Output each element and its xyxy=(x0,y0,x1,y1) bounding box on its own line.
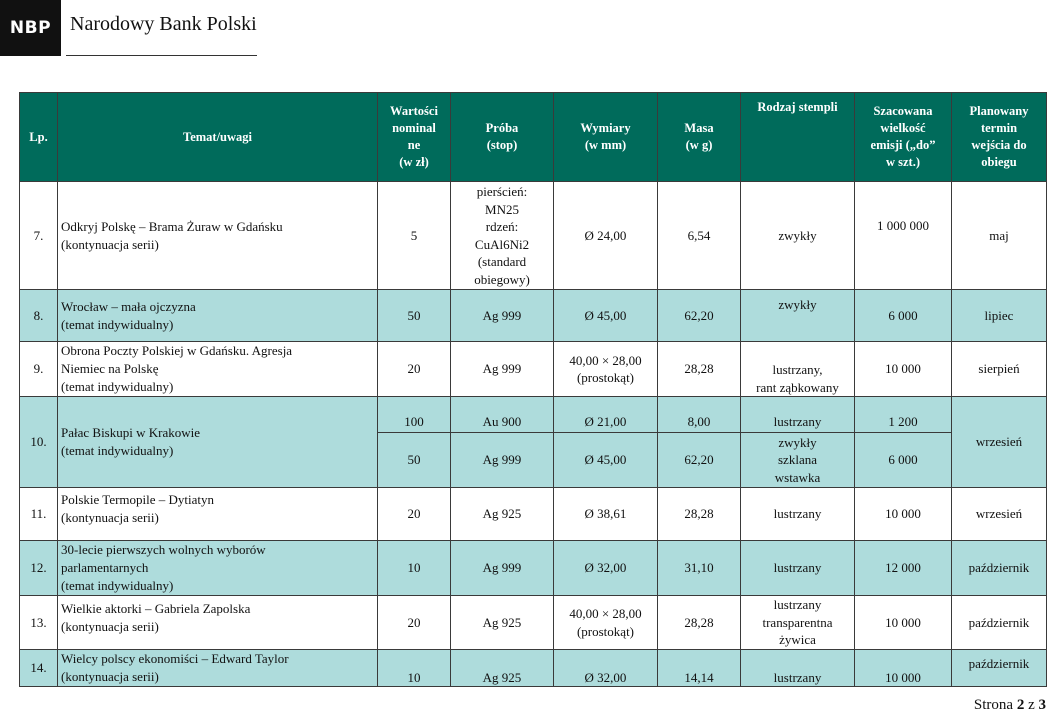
cell-proba: pierścień: MN25 rdzeń: CuAl6Ni2 (standard obiegowy) xyxy=(451,182,554,290)
table-row xyxy=(20,182,1047,290)
cell-wartosc: 20 xyxy=(378,342,451,397)
cell-emisja: 1 000 000 xyxy=(855,182,952,290)
cell-temat: Wielcy polscy ekonomiści – Edward Taylor (kontynuacja serii) xyxy=(58,650,378,687)
page-label: Strona xyxy=(973,697,1014,713)
cell-lp: 8. xyxy=(20,290,58,342)
page-sep: z xyxy=(1028,697,1035,713)
cell-emisja: 6 000 xyxy=(855,290,952,342)
cell-lp: 10. xyxy=(20,397,58,488)
cell-wartosc: 50 xyxy=(378,290,451,342)
cell-lp: 12. xyxy=(20,541,58,596)
cell-masa: 31,10 xyxy=(658,541,741,596)
cell-termin: sierpień xyxy=(952,342,1047,397)
cell-wartosc: 20 xyxy=(378,596,451,650)
cell-masa: 14,14 xyxy=(658,650,741,687)
cell-proba: Ag 999 xyxy=(451,290,554,342)
table-row xyxy=(20,488,1047,541)
cell-emisja: 10 000 xyxy=(855,650,952,687)
cell-masa: 8,00 xyxy=(658,397,741,433)
cell-wartosc: 5 xyxy=(378,182,451,290)
cell-proba: Ag 925 xyxy=(451,596,554,650)
nbp-logo: NBP xyxy=(0,0,61,56)
cell-wartosc: 100 xyxy=(378,397,451,433)
cell-emisja: 1 200 xyxy=(855,397,952,433)
cell-wartosc: 20 xyxy=(378,488,451,541)
cell-wymiary: 40,00 × 28,00 (prostokąt) xyxy=(554,596,658,650)
cell-proba: Ag 925 xyxy=(451,650,554,687)
cell-lp: 14. xyxy=(20,650,58,687)
cell-termin: wrzesień xyxy=(952,488,1047,541)
cell-emisja: 10 000 xyxy=(855,488,952,541)
col-header-wartosc: Wartości nominal ne (w zł) xyxy=(378,93,451,182)
cell-stempel: lustrzany xyxy=(741,650,855,687)
cell-stempel: lustrzany transparentna żywica xyxy=(741,596,855,650)
col-header-termin: Planowany termin wejścia do obiegu xyxy=(952,93,1047,182)
bank-name: Narodowy Bank Polski xyxy=(70,13,257,35)
cell-proba: Au 900 xyxy=(451,397,554,433)
cell-masa: 62,20 xyxy=(658,433,741,488)
cell-stempel: lustrzany xyxy=(741,541,855,596)
cell-wartosc: 10 xyxy=(378,650,451,687)
col-header-emisja: Szacowana wielkość emisji („do” w szt.) xyxy=(855,93,952,182)
cell-masa: 28,28 xyxy=(658,342,741,397)
cell-proba: Ag 999 xyxy=(451,342,554,397)
cell-stempel: lustrzany xyxy=(741,488,855,541)
cell-wartosc: 50 xyxy=(378,433,451,488)
cell-proba: Ag 925 xyxy=(451,488,554,541)
cell-temat: Obrona Poczty Polskiej w Gdańsku. Agresja Niemiec na Polskę (temat indywidualny) xyxy=(58,342,378,397)
cell-lp: 9. xyxy=(20,342,58,397)
cell-lp: 7. xyxy=(20,182,58,290)
col-header-proba: Próba (stop) xyxy=(451,93,554,182)
coin-issue-table xyxy=(19,92,1047,687)
col-header-masa: Masa (w g) xyxy=(658,93,741,182)
cell-proba: Ag 999 xyxy=(451,433,554,488)
cell-masa: 6,54 xyxy=(658,182,741,290)
cell-emisja: 10 000 xyxy=(855,596,952,650)
cell-termin: maj xyxy=(952,182,1047,290)
page-number xyxy=(974,697,1046,714)
cell-emisja: 12 000 xyxy=(855,541,952,596)
header-divider xyxy=(66,55,257,56)
cell-masa: 28,28 xyxy=(658,488,741,541)
table-row xyxy=(20,596,1047,650)
cell-wymiary: Ø 32,00 xyxy=(554,541,658,596)
cell-lp: 11. xyxy=(20,488,58,541)
current-page: 2 xyxy=(1016,697,1025,713)
cell-termin: wrzesień xyxy=(952,397,1047,488)
table-row xyxy=(20,541,1047,596)
cell-termin: październik xyxy=(952,650,1047,687)
cell-wymiary: 40,00 × 28,00 (prostokąt) xyxy=(554,342,658,397)
cell-wymiary: Ø 32,00 xyxy=(554,650,658,687)
cell-stempel: lustrzany xyxy=(741,397,855,433)
cell-wymiary: Ø 21,00 xyxy=(554,397,658,433)
cell-masa: 28,28 xyxy=(658,596,741,650)
cell-wartosc: 10 xyxy=(378,541,451,596)
table-row xyxy=(20,342,1047,397)
table-header-row xyxy=(20,93,1047,182)
cell-stempel: zwykły xyxy=(741,182,855,290)
cell-temat: 30-lecie pierwszych wolnych wyborów parlamentarnych (temat indywidualny) xyxy=(58,541,378,596)
cell-termin: lipiec xyxy=(952,290,1047,342)
cell-temat: Wrocław – mała ojczyzna (temat indywidualny) xyxy=(58,290,378,342)
cell-wymiary: Ø 24,00 xyxy=(554,182,658,290)
col-header-stempel: Rodzaj stempli xyxy=(741,93,855,182)
cell-termin: październik xyxy=(952,541,1047,596)
total-pages: 3 xyxy=(1038,697,1046,713)
cell-temat: Wielkie aktorki – Gabriela Zapolska (kontynuacja serii) xyxy=(58,596,378,650)
cell-termin: październik xyxy=(952,596,1047,650)
cell-lp: 13. xyxy=(20,596,58,650)
table-row xyxy=(20,397,1047,433)
col-header-lp: Lp. xyxy=(20,93,58,182)
cell-temat: Odkryj Polskę – Brama Żuraw w Gdańsku (kontynuacja serii) xyxy=(58,182,378,290)
cell-emisja: 6 000 xyxy=(855,433,952,488)
cell-stempel: lustrzany, rant ząbkowany xyxy=(741,342,855,397)
cell-wymiary: Ø 38,61 xyxy=(554,488,658,541)
cell-masa: 62,20 xyxy=(658,290,741,342)
table-row xyxy=(20,290,1047,342)
cell-stempel: zwykły xyxy=(741,290,855,342)
cell-temat: Pałac Biskupi w Krakowie (temat indywidualny) xyxy=(58,397,378,488)
col-header-temat: Temat/uwagi xyxy=(58,93,378,182)
cell-wymiary: Ø 45,00 xyxy=(554,433,658,488)
cell-proba: Ag 999 xyxy=(451,541,554,596)
cell-emisja: 10 000 xyxy=(855,342,952,397)
cell-wymiary: Ø 45,00 xyxy=(554,290,658,342)
table-row xyxy=(20,650,1047,687)
cell-temat: Polskie Termopile – Dytiatyn (kontynuacja serii) xyxy=(58,488,378,541)
cell-stempel: zwykły szklana wstawka xyxy=(741,433,855,488)
col-header-wymiary: Wymiary (w mm) xyxy=(554,93,658,182)
